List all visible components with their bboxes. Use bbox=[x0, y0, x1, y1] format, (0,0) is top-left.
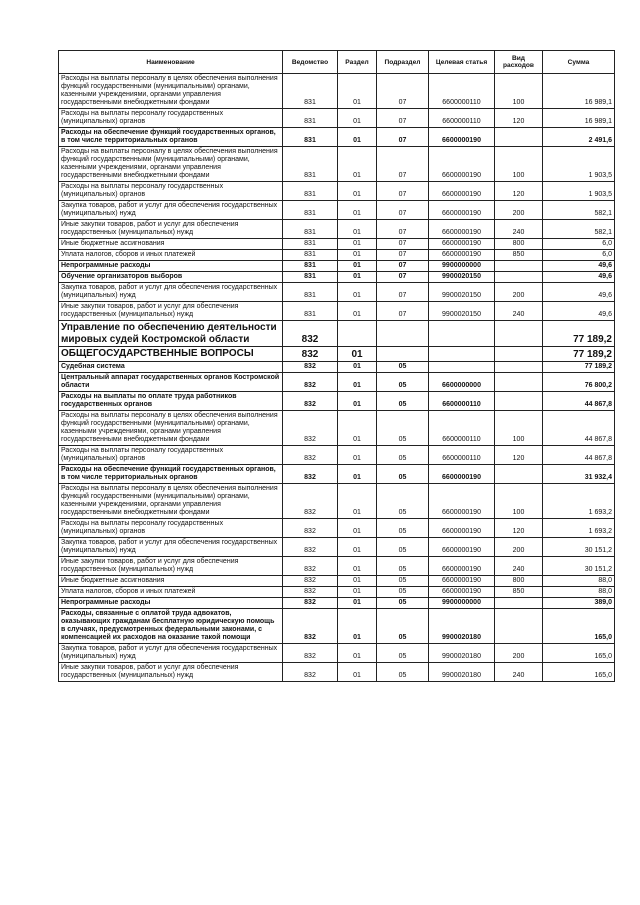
cell-exptype bbox=[495, 321, 543, 347]
table-row bbox=[59, 321, 615, 347]
cell-dept: 831 bbox=[283, 109, 338, 128]
cell-dept: 832 bbox=[283, 608, 338, 643]
cell-exptype bbox=[495, 391, 543, 410]
cell-subsection: 07 bbox=[377, 220, 429, 239]
cell-sum: 6,0 bbox=[543, 250, 615, 261]
cell-name: Непрограммные расходы bbox=[59, 597, 283, 608]
cell-sum: 1 693,2 bbox=[543, 518, 615, 537]
cell-exptype bbox=[495, 272, 543, 283]
cell-subsection: 05 bbox=[377, 518, 429, 537]
cell-exptype: 120 bbox=[495, 518, 543, 537]
cell-dept: 831 bbox=[283, 239, 338, 250]
cell-subsection: 05 bbox=[377, 372, 429, 391]
cell-dept: 831 bbox=[283, 302, 338, 321]
cell-dept: 831 bbox=[283, 283, 338, 302]
cell-dept: 831 bbox=[283, 201, 338, 220]
cell-sum: 16 989,1 bbox=[543, 74, 615, 109]
cell-subsection: 07 bbox=[377, 147, 429, 182]
cell-name: Расходы на обеспечение функций государственных органов, в том числе территориальных органов bbox=[59, 128, 283, 147]
cell-subsection bbox=[377, 347, 429, 362]
cell-dept: 832 bbox=[283, 575, 338, 586]
table-row bbox=[59, 261, 615, 272]
cell-target: 6600000190 bbox=[429, 575, 495, 586]
cell-section: 01 bbox=[338, 74, 377, 109]
table-row bbox=[59, 272, 615, 283]
cell-sum: 49,6 bbox=[543, 302, 615, 321]
cell-subsection: 05 bbox=[377, 608, 429, 643]
cell-subsection: 07 bbox=[377, 261, 429, 272]
cell-name: Расходы на обеспечение функций государственных органов, в том числе территориальных органов bbox=[59, 464, 283, 483]
cell-sum: 49,6 bbox=[543, 283, 615, 302]
cell-section: 01 bbox=[338, 445, 377, 464]
cell-name: Расходы на выплаты персоналу государственных (муниципальных) органов bbox=[59, 182, 283, 201]
cell-exptype: 200 bbox=[495, 283, 543, 302]
cell-section: 01 bbox=[338, 586, 377, 597]
cell-dept: 831 bbox=[283, 220, 338, 239]
cell-target: 6600000190 bbox=[429, 239, 495, 250]
cell-dept: 831 bbox=[283, 74, 338, 109]
cell-exptype: 200 bbox=[495, 537, 543, 556]
cell-name: Судебная система bbox=[59, 361, 283, 372]
table-row bbox=[59, 537, 615, 556]
cell-exptype: 200 bbox=[495, 201, 543, 220]
cell-section: 01 bbox=[338, 128, 377, 147]
cell-name: Расходы на выплаты персоналу в целях обеспечения выполнения функций государственными (муниципальными) органами, казенными учреждениями, органами управления государственными внебюджетными фондами bbox=[59, 74, 283, 109]
cell-sum: 30 151,2 bbox=[543, 556, 615, 575]
cell-exptype: 240 bbox=[495, 220, 543, 239]
cell-dept: 832 bbox=[283, 445, 338, 464]
cell-exptype bbox=[495, 608, 543, 643]
cell-subsection: 07 bbox=[377, 109, 429, 128]
cell-name: Расходы на выплаты персоналу в целях обеспечения выполнения функций государственными (муниципальными) органами, казенными учреждениями, органами управления государственными внебюджетными фондами bbox=[59, 410, 283, 445]
cell-subsection: 05 bbox=[377, 464, 429, 483]
cell-sum: 76 800,2 bbox=[543, 372, 615, 391]
cell-subsection: 05 bbox=[377, 361, 429, 372]
cell-sum: 31 932,4 bbox=[543, 464, 615, 483]
cell-dept: 832 bbox=[283, 597, 338, 608]
cell-subsection: 07 bbox=[377, 74, 429, 109]
cell-target bbox=[429, 321, 495, 347]
cell-dept: 831 bbox=[283, 128, 338, 147]
cell-section: 01 bbox=[338, 410, 377, 445]
cell-section: 01 bbox=[338, 201, 377, 220]
table-row bbox=[59, 410, 615, 445]
cell-exptype bbox=[495, 464, 543, 483]
cell-dept: 832 bbox=[283, 586, 338, 597]
cell-exptype: 240 bbox=[495, 302, 543, 321]
cell-sum: 30 151,2 bbox=[543, 537, 615, 556]
cell-section: 01 bbox=[338, 182, 377, 201]
cell-sum: 44 867,8 bbox=[543, 391, 615, 410]
cell-exptype bbox=[495, 347, 543, 362]
table-row bbox=[59, 361, 615, 372]
table-row bbox=[59, 220, 615, 239]
cell-target: 6600000190 bbox=[429, 182, 495, 201]
cell-name: Непрограммные расходы bbox=[59, 261, 283, 272]
cell-dept: 832 bbox=[283, 537, 338, 556]
cell-sum: 49,6 bbox=[543, 272, 615, 283]
cell-subsection: 05 bbox=[377, 662, 429, 681]
cell-sum: 6,0 bbox=[543, 239, 615, 250]
cell-section: 01 bbox=[338, 372, 377, 391]
cell-name: Закупка товаров, работ и услуг для обеспечения государственных (муниципальных) нужд bbox=[59, 643, 283, 662]
cell-dept: 832 bbox=[283, 347, 338, 362]
cell-sum: 165,0 bbox=[543, 608, 615, 643]
cell-name: Уплата налогов, сборов и иных платежей bbox=[59, 250, 283, 261]
cell-exptype: 240 bbox=[495, 556, 543, 575]
cell-name: Центральный аппарат государственных органов Костромской области bbox=[59, 372, 283, 391]
cell-sum: 1 693,2 bbox=[543, 483, 615, 518]
cell-dept: 831 bbox=[283, 250, 338, 261]
cell-target: 6600000190 bbox=[429, 128, 495, 147]
cell-exptype: 800 bbox=[495, 239, 543, 250]
cell-exptype bbox=[495, 372, 543, 391]
cell-name: Расходы на выплаты персоналу государственных (муниципальных) органов bbox=[59, 109, 283, 128]
cell-section: 01 bbox=[338, 662, 377, 681]
cell-sum: 582,1 bbox=[543, 220, 615, 239]
cell-dept: 832 bbox=[283, 483, 338, 518]
cell-sum: 165,0 bbox=[543, 643, 615, 662]
cell-sum: 2 491,6 bbox=[543, 128, 615, 147]
table-row bbox=[59, 464, 615, 483]
cell-sum: 389,0 bbox=[543, 597, 615, 608]
cell-dept: 832 bbox=[283, 321, 338, 347]
cell-section: 01 bbox=[338, 518, 377, 537]
cell-subsection: 07 bbox=[377, 182, 429, 201]
cell-section: 01 bbox=[338, 464, 377, 483]
cell-subsection: 07 bbox=[377, 128, 429, 147]
cell-dept: 832 bbox=[283, 518, 338, 537]
header-dept: Ведомство bbox=[283, 51, 338, 74]
cell-section: 01 bbox=[338, 302, 377, 321]
cell-subsection bbox=[377, 321, 429, 347]
cell-dept: 832 bbox=[283, 643, 338, 662]
table-row bbox=[59, 575, 615, 586]
cell-sum: 77 189,2 bbox=[543, 321, 615, 347]
cell-exptype: 850 bbox=[495, 586, 543, 597]
table-row bbox=[59, 182, 615, 201]
cell-section: 01 bbox=[338, 239, 377, 250]
table-row bbox=[59, 556, 615, 575]
cell-exptype: 800 bbox=[495, 575, 543, 586]
table-row bbox=[59, 445, 615, 464]
header-target: Целевая статья bbox=[429, 51, 495, 74]
table-row bbox=[59, 302, 615, 321]
cell-name: ОБЩЕГОСУДАРСТВЕННЫЕ ВОПРОСЫ bbox=[59, 347, 283, 362]
cell-name: Закупка товаров, работ и услуг для обеспечения государственных (муниципальных) нужд bbox=[59, 537, 283, 556]
table-row bbox=[59, 391, 615, 410]
cell-name: Расходы на выплаты персоналу государственных (муниципальных) органов bbox=[59, 445, 283, 464]
cell-dept: 831 bbox=[283, 261, 338, 272]
cell-target: 6600000190 bbox=[429, 250, 495, 261]
cell-dept: 832 bbox=[283, 556, 338, 575]
cell-section: 01 bbox=[338, 283, 377, 302]
cell-dept: 831 bbox=[283, 182, 338, 201]
cell-target: 6600000110 bbox=[429, 410, 495, 445]
cell-section bbox=[338, 321, 377, 347]
cell-name: Иные закупки товаров, работ и услуг для обеспечения государственных (муниципальных) нужд bbox=[59, 662, 283, 681]
cell-target: 6600000190 bbox=[429, 483, 495, 518]
cell-subsection: 05 bbox=[377, 483, 429, 518]
cell-section: 01 bbox=[338, 608, 377, 643]
cell-name: Иные закупки товаров, работ и услуг для обеспечения государственных (муниципальных) нужд bbox=[59, 302, 283, 321]
cell-dept: 832 bbox=[283, 361, 338, 372]
cell-sum: 44 867,8 bbox=[543, 410, 615, 445]
cell-dept: 832 bbox=[283, 464, 338, 483]
cell-target: 6600000190 bbox=[429, 201, 495, 220]
header-subsection: Подраздел bbox=[377, 51, 429, 74]
cell-name: Расходы на выплаты по оплате труда работников государственных органов bbox=[59, 391, 283, 410]
cell-section: 01 bbox=[338, 556, 377, 575]
cell-sum: 77 189,2 bbox=[543, 361, 615, 372]
cell-name: Управление по обеспечению деятельности мировых судей Костромской области bbox=[59, 321, 283, 347]
table-row bbox=[59, 74, 615, 109]
cell-section: 01 bbox=[338, 220, 377, 239]
table-row bbox=[59, 372, 615, 391]
table-row bbox=[59, 250, 615, 261]
cell-section: 01 bbox=[338, 347, 377, 362]
table-body bbox=[59, 74, 615, 682]
cell-name: Обучение организаторов выборов bbox=[59, 272, 283, 283]
cell-target: 6600000190 bbox=[429, 220, 495, 239]
cell-target: 6600000110 bbox=[429, 391, 495, 410]
table-row bbox=[59, 109, 615, 128]
cell-subsection: 05 bbox=[377, 643, 429, 662]
cell-section: 01 bbox=[338, 575, 377, 586]
cell-exptype: 120 bbox=[495, 182, 543, 201]
cell-name: Иные закупки товаров, работ и услуг для обеспечения государственных (муниципальных) нужд bbox=[59, 220, 283, 239]
cell-exptype bbox=[495, 597, 543, 608]
table-row bbox=[59, 662, 615, 681]
cell-subsection: 07 bbox=[377, 283, 429, 302]
cell-section: 01 bbox=[338, 537, 377, 556]
table-row bbox=[59, 597, 615, 608]
cell-target: 9900000000 bbox=[429, 261, 495, 272]
cell-sum: 165,0 bbox=[543, 662, 615, 681]
cell-section: 01 bbox=[338, 109, 377, 128]
cell-target bbox=[429, 347, 495, 362]
cell-target: 6600000190 bbox=[429, 556, 495, 575]
cell-subsection: 05 bbox=[377, 391, 429, 410]
cell-section: 01 bbox=[338, 597, 377, 608]
cell-subsection: 07 bbox=[377, 272, 429, 283]
cell-name: Расходы на выплаты персоналу государственных (муниципальных) органов bbox=[59, 518, 283, 537]
cell-section: 01 bbox=[338, 643, 377, 662]
cell-exptype: 200 bbox=[495, 643, 543, 662]
cell-dept: 832 bbox=[283, 372, 338, 391]
table-row bbox=[59, 608, 615, 643]
cell-target: 9900020180 bbox=[429, 608, 495, 643]
cell-subsection: 05 bbox=[377, 445, 429, 464]
cell-name: Расходы, связанные с оплатой труда адвокатов, оказывающих гражданам бесплатную юридическую помощь в случаях, предусмотренных федеральными законами, с компенсацией их расходов на оказание такой помощи bbox=[59, 608, 283, 643]
cell-sum: 1 903,5 bbox=[543, 147, 615, 182]
cell-target: 6600000110 bbox=[429, 445, 495, 464]
cell-target: 9900020180 bbox=[429, 643, 495, 662]
table-row bbox=[59, 483, 615, 518]
cell-dept: 832 bbox=[283, 662, 338, 681]
table-row bbox=[59, 128, 615, 147]
cell-target: 6600000000 bbox=[429, 372, 495, 391]
cell-sum: 582,1 bbox=[543, 201, 615, 220]
cell-target: 6600000110 bbox=[429, 74, 495, 109]
table-row bbox=[59, 347, 615, 362]
cell-subsection: 07 bbox=[377, 250, 429, 261]
budget-table bbox=[58, 50, 615, 682]
cell-name: Иные закупки товаров, работ и услуг для обеспечения государственных (муниципальных) нужд bbox=[59, 556, 283, 575]
cell-name: Уплата налогов, сборов и иных платежей bbox=[59, 586, 283, 597]
cell-dept: 832 bbox=[283, 410, 338, 445]
cell-target: 9900020180 bbox=[429, 662, 495, 681]
cell-name: Закупка товаров, работ и услуг для обеспечения государственных (муниципальных) нужд bbox=[59, 201, 283, 220]
table-row bbox=[59, 586, 615, 597]
table-row bbox=[59, 147, 615, 182]
cell-name: Расходы на выплаты персоналу в целях обеспечения выполнения функций государственными (муниципальными) органами, казенными учреждениями, органами управления государственными внебюджетными фондами bbox=[59, 147, 283, 182]
header-exptype: Вид расходов bbox=[495, 51, 543, 74]
cell-exptype: 120 bbox=[495, 445, 543, 464]
cell-target: 6600000190 bbox=[429, 586, 495, 597]
cell-subsection: 05 bbox=[377, 575, 429, 586]
cell-section: 01 bbox=[338, 250, 377, 261]
cell-target: 6600000190 bbox=[429, 518, 495, 537]
cell-subsection: 05 bbox=[377, 410, 429, 445]
header-section: Раздел bbox=[338, 51, 377, 74]
cell-exptype bbox=[495, 128, 543, 147]
cell-target: 6600000190 bbox=[429, 537, 495, 556]
cell-exptype bbox=[495, 361, 543, 372]
cell-dept: 831 bbox=[283, 147, 338, 182]
cell-section: 01 bbox=[338, 483, 377, 518]
cell-target: 9900000000 bbox=[429, 597, 495, 608]
cell-sum: 49,6 bbox=[543, 261, 615, 272]
cell-name: Расходы на выплаты персоналу в целях обеспечения выполнения функций государственными (муниципальными) органами, казенными учреждениями, органами управления государственными внебюджетными фондами bbox=[59, 483, 283, 518]
table-row bbox=[59, 283, 615, 302]
cell-exptype: 100 bbox=[495, 410, 543, 445]
cell-subsection: 05 bbox=[377, 597, 429, 608]
cell-target: 9900020150 bbox=[429, 302, 495, 321]
cell-subsection: 07 bbox=[377, 201, 429, 220]
cell-dept: 831 bbox=[283, 272, 338, 283]
table-header-row bbox=[59, 51, 615, 74]
cell-target: 6600000110 bbox=[429, 109, 495, 128]
cell-exptype: 240 bbox=[495, 662, 543, 681]
cell-exptype: 850 bbox=[495, 250, 543, 261]
cell-exptype: 100 bbox=[495, 483, 543, 518]
cell-target: 9900020150 bbox=[429, 283, 495, 302]
cell-section: 01 bbox=[338, 361, 377, 372]
table-row bbox=[59, 643, 615, 662]
cell-subsection: 05 bbox=[377, 537, 429, 556]
cell-section: 01 bbox=[338, 391, 377, 410]
table-row bbox=[59, 239, 615, 250]
cell-subsection: 05 bbox=[377, 556, 429, 575]
cell-sum: 77 189,2 bbox=[543, 347, 615, 362]
cell-sum: 16 989,1 bbox=[543, 109, 615, 128]
cell-exptype: 100 bbox=[495, 74, 543, 109]
cell-target bbox=[429, 361, 495, 372]
cell-sum: 44 867,8 bbox=[543, 445, 615, 464]
cell-subsection: 07 bbox=[377, 302, 429, 321]
cell-section: 01 bbox=[338, 261, 377, 272]
header-name: Наименование bbox=[59, 51, 283, 74]
cell-sum: 1 903,5 bbox=[543, 182, 615, 201]
cell-exptype: 120 bbox=[495, 109, 543, 128]
cell-sum: 88,0 bbox=[543, 575, 615, 586]
cell-target: 6600000190 bbox=[429, 464, 495, 483]
cell-exptype: 100 bbox=[495, 147, 543, 182]
cell-dept: 832 bbox=[283, 391, 338, 410]
table-row bbox=[59, 201, 615, 220]
cell-section: 01 bbox=[338, 147, 377, 182]
cell-name: Иные бюджетные ассигнования bbox=[59, 239, 283, 250]
cell-section: 01 bbox=[338, 272, 377, 283]
cell-subsection: 07 bbox=[377, 239, 429, 250]
cell-sum: 88,0 bbox=[543, 586, 615, 597]
table-row bbox=[59, 518, 615, 537]
cell-target: 6600000190 bbox=[429, 147, 495, 182]
cell-target: 9900020150 bbox=[429, 272, 495, 283]
cell-subsection: 05 bbox=[377, 586, 429, 597]
cell-exptype bbox=[495, 261, 543, 272]
cell-name: Закупка товаров, работ и услуг для обеспечения государственных (муниципальных) нужд bbox=[59, 283, 283, 302]
cell-name: Иные бюджетные ассигнования bbox=[59, 575, 283, 586]
header-sum: Сумма bbox=[543, 51, 615, 74]
